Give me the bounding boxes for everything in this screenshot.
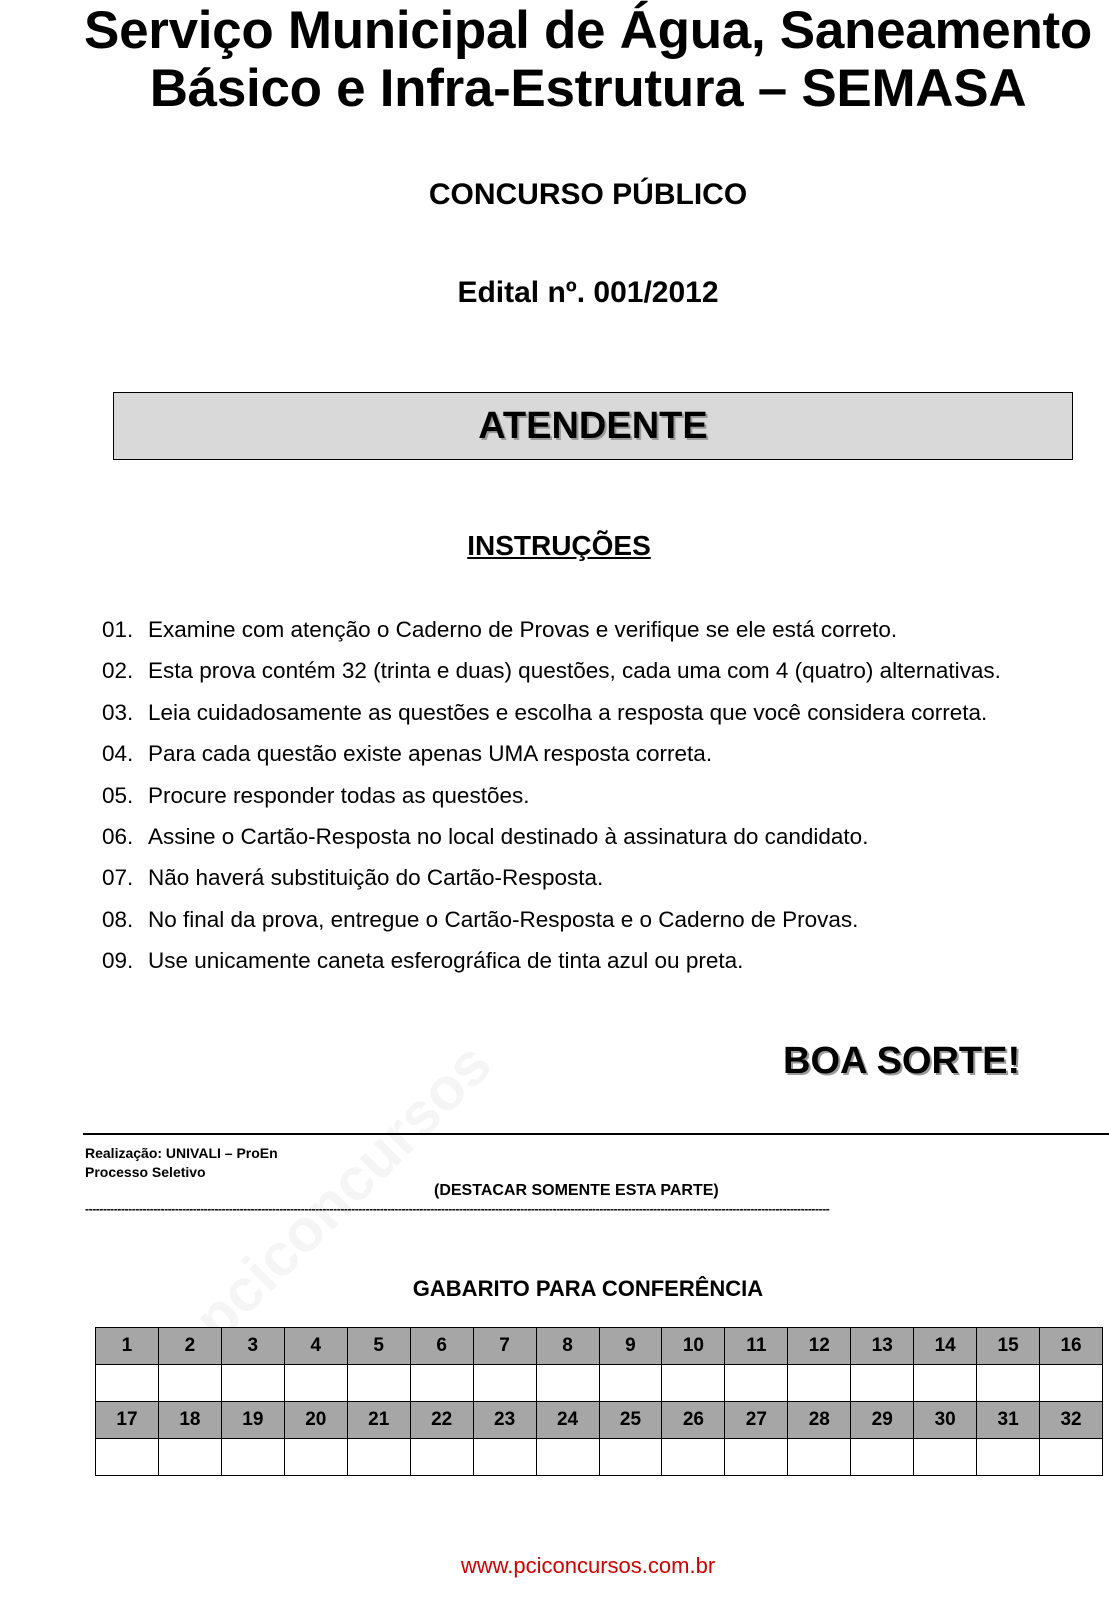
- question-number-cell: 15: [977, 1328, 1040, 1365]
- instruction-number: 03.: [102, 699, 134, 725]
- question-number-cell: 8: [536, 1328, 599, 1365]
- instruction-text: No final da prova, entregue o Cartão-Resposta e o Caderno de Provas.: [148, 906, 859, 932]
- answer-cell[interactable]: [284, 1365, 347, 1402]
- organizer-label: Realização: UNIVALI – ProEn: [85, 1145, 278, 1161]
- instruction-item: [102, 650, 1102, 691]
- answer-cell[interactable]: [473, 1365, 536, 1402]
- answer-cell[interactable]: [599, 1439, 662, 1476]
- question-number-cell: 20: [284, 1402, 347, 1439]
- instruction-text: Não haverá substituição do Cartão-Resposta.: [148, 865, 604, 891]
- question-number-cell: 29: [851, 1402, 914, 1439]
- question-number-cell: 13: [851, 1328, 914, 1365]
- answer-cell[interactable]: [662, 1439, 725, 1476]
- answer-cell[interactable]: [977, 1439, 1040, 1476]
- answer-key-title: GABARITO PARA CONFERÊNCIA: [412, 1276, 764, 1301]
- instruction-item: [102, 857, 1102, 898]
- instruction-text: Procure responder todas as questões.: [148, 782, 530, 808]
- answer-cell[interactable]: [851, 1439, 914, 1476]
- answer-cell[interactable]: [788, 1365, 851, 1402]
- answer-cell[interactable]: [221, 1365, 284, 1402]
- answer-cell[interactable]: [977, 1365, 1040, 1402]
- instruction-number: 08.: [102, 906, 134, 932]
- answer-cell[interactable]: [96, 1439, 159, 1476]
- question-number-cell: 23: [473, 1402, 536, 1439]
- question-number-cell: 25: [599, 1402, 662, 1439]
- answer-row: [96, 1439, 1103, 1476]
- cut-line: ---------------------------------------------------------------------------------------------------------------------------------------------------------------------------------------------------------------: [85, 1203, 830, 1215]
- answer-cell[interactable]: [914, 1439, 977, 1476]
- question-number-cell: 17: [96, 1402, 159, 1439]
- answer-cell[interactable]: [725, 1365, 788, 1402]
- question-number-cell: 2: [158, 1328, 221, 1365]
- question-number-row: [96, 1328, 1103, 1365]
- instruction-item: [102, 816, 1102, 857]
- answer-cell[interactable]: [158, 1365, 221, 1402]
- instructions-list: [102, 609, 1102, 982]
- answer-cell[interactable]: [347, 1365, 410, 1402]
- instruction-number: 05.: [102, 782, 134, 808]
- answer-cell[interactable]: [96, 1365, 159, 1402]
- answer-cell[interactable]: [599, 1365, 662, 1402]
- answer-cell[interactable]: [473, 1439, 536, 1476]
- question-number-cell: 24: [536, 1402, 599, 1439]
- answer-cell[interactable]: [536, 1365, 599, 1402]
- good-luck-text: BOA SORTE!: [783, 1040, 1021, 1082]
- instruction-item: [102, 775, 1102, 816]
- role-title: ATENDENTE: [478, 405, 708, 447]
- instruction-number: 01.: [102, 617, 134, 642]
- instruction-text: Para cada questão existe apenas UMA resposta correta.: [148, 741, 713, 767]
- answer-cell[interactable]: [347, 1439, 410, 1476]
- question-number-cell: 3: [221, 1328, 284, 1365]
- question-number-cell: 30: [914, 1402, 977, 1439]
- answer-row: [96, 1365, 1103, 1402]
- answer-cell[interactable]: [1040, 1439, 1103, 1476]
- instruction-text: Assine o Cartão-Resposta no local destinado à assinatura do candidato.: [148, 824, 869, 850]
- detach-instruction: (DESTACAR SOMENTE ESTA PARTE): [434, 1182, 719, 1199]
- instruction-number: 04.: [102, 741, 134, 767]
- answer-cell[interactable]: [914, 1365, 977, 1402]
- answer-cell[interactable]: [410, 1439, 473, 1476]
- instruction-item: [102, 940, 1102, 981]
- edital-number: Edital nº. 001/2012: [457, 276, 719, 309]
- question-number-cell: 14: [914, 1328, 977, 1365]
- role-box: [113, 392, 1073, 460]
- process-label: Processo Seletivo: [85, 1164, 206, 1180]
- instruction-text: Esta prova contém 32 (trinta e duas) questões, cada uma com 4 (quatro) alternativas.: [148, 658, 1001, 684]
- instruction-item: [102, 692, 1102, 733]
- question-number-cell: 26: [662, 1402, 725, 1439]
- separator-line: [83, 1133, 1109, 1135]
- answer-cell[interactable]: [851, 1365, 914, 1402]
- question-number-cell: 9: [599, 1328, 662, 1365]
- instruction-item: [102, 733, 1102, 774]
- answer-key-table: [95, 1327, 1103, 1476]
- question-number-cell: 16: [1040, 1328, 1103, 1365]
- question-number-cell: 12: [788, 1328, 851, 1365]
- instruction-text: Use unicamente caneta esferográfica de tinta azul ou preta.: [148, 948, 744, 974]
- instruction-number: 07.: [102, 865, 134, 891]
- instruction-number: 06.: [102, 824, 134, 850]
- instruction-item: [102, 609, 1102, 650]
- instruction-number: 09.: [102, 948, 134, 974]
- answer-cell[interactable]: [1040, 1365, 1103, 1402]
- question-number-cell: 7: [473, 1328, 536, 1365]
- question-number-cell: 32: [1040, 1402, 1103, 1439]
- question-number-cell: 27: [725, 1402, 788, 1439]
- answer-cell[interactable]: [410, 1365, 473, 1402]
- answer-cell[interactable]: [221, 1439, 284, 1476]
- question-number-cell: 22: [410, 1402, 473, 1439]
- instruction-item: [102, 899, 1102, 940]
- question-number-cell: 10: [662, 1328, 725, 1365]
- answer-cell[interactable]: [788, 1439, 851, 1476]
- question-number-row: [96, 1402, 1103, 1439]
- question-number-cell: 5: [347, 1328, 410, 1365]
- question-number-cell: 19: [221, 1402, 284, 1439]
- answer-cell[interactable]: [662, 1365, 725, 1402]
- organization-title-line2: Básico e Infra-Estrutura – SEMASA: [149, 59, 1027, 118]
- contest-title: CONCURSO PÚBLICO: [428, 178, 748, 211]
- instructions-title: INSTRUÇÕES: [467, 530, 651, 561]
- question-number-cell: 21: [347, 1402, 410, 1439]
- question-number-cell: 18: [158, 1402, 221, 1439]
- answer-cell[interactable]: [725, 1439, 788, 1476]
- question-number-cell: 11: [725, 1328, 788, 1365]
- answer-cell[interactable]: [284, 1439, 347, 1476]
- organization-title-line1: Serviço Municipal de Água, Saneamento: [84, 1, 1092, 60]
- footer-url: www.pciconcursos.com.br: [460, 1553, 716, 1578]
- instruction-number: 02.: [102, 658, 134, 684]
- question-number-cell: 4: [284, 1328, 347, 1365]
- question-number-cell: 28: [788, 1402, 851, 1439]
- instruction-text: Examine com atenção o Caderno de Provas e verifique se ele está correto.: [148, 617, 898, 642]
- question-number-cell: 1: [96, 1328, 159, 1365]
- instruction-text: Leia cuidadosamente as questões e escolha a resposta que você considera correta.: [148, 699, 988, 725]
- organization-title: [76, 2, 1100, 118]
- question-number-cell: 31: [977, 1402, 1040, 1439]
- answer-cell[interactable]: [536, 1439, 599, 1476]
- question-number-cell: 6: [410, 1328, 473, 1365]
- answer-cell[interactable]: [158, 1439, 221, 1476]
